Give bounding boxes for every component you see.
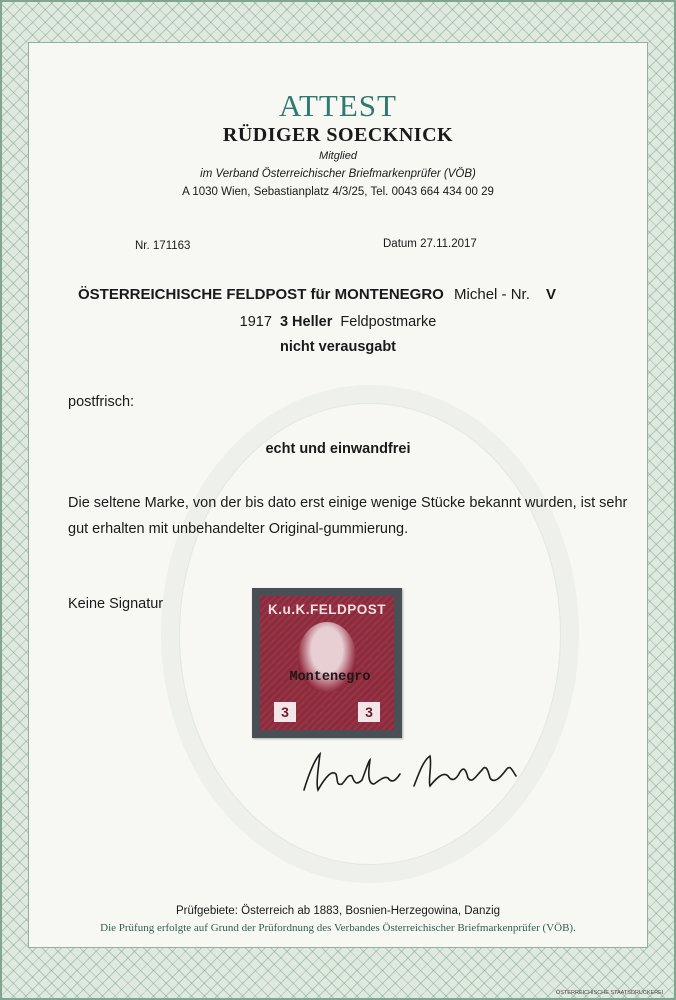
stamp-value-left: 3 xyxy=(274,702,296,722)
issue-title: ÖSTERREICHISCHE FELDPOST für MONTENEGRO xyxy=(78,286,444,303)
stamp-value-right: 3 xyxy=(358,702,380,722)
certificate-date xyxy=(383,238,477,250)
printer-note: ÖSTERREICHISCHE STAATSDRUCKEREI xyxy=(556,990,664,996)
denomination: 3 Heller xyxy=(279,314,333,330)
issue-year: 1917 xyxy=(239,314,272,330)
number-value: 171163 xyxy=(152,240,191,252)
certificate-number xyxy=(135,240,190,252)
issue-status: nicht verausgabt xyxy=(279,339,397,355)
stamp-image xyxy=(252,588,402,738)
association-name: im Verband Österreichischer Briefmarkenprüfer (VÖB) xyxy=(200,168,476,180)
stamp-overprint: Montenegro xyxy=(289,670,371,685)
stamp-heading xyxy=(78,286,556,303)
condition-label: postfrisch: xyxy=(68,394,135,410)
examination-areas: Prüfgebiete: Österreich ab 1883, Bosnien-Herzegowina, Danzig xyxy=(175,905,501,917)
examiner-address: A 1030 Wien, Sebastianplatz 4/3/25, Tel. 0043 664 434 00 29 xyxy=(182,186,494,198)
michel-number: V xyxy=(546,286,557,303)
date-value: 27.11.2017 xyxy=(420,238,477,250)
stamp-details xyxy=(0,314,676,330)
regulation-note: Die Prüfung erfolgte auf Grund der Prüfordnung des Verbandes Österreichischer Briefmarkenprüfer (VÖB). xyxy=(100,922,576,934)
description-text: Die seltene Marke, von der bis dato erst einige wenige Stücke bekannt wurden, ist sehr gut erhalten mit unbehandelter Original-gummierung. xyxy=(68,495,628,537)
stamp-face xyxy=(260,596,394,730)
stamp-top-text: K.u.K.FELDPOST xyxy=(268,602,386,617)
handwritten-signature xyxy=(296,740,526,800)
membership-label: Mitglied xyxy=(319,150,357,162)
examiner-name: RÜDIGER SOECKNICK xyxy=(222,124,454,146)
michel-label: Michel - Nr. xyxy=(454,286,530,303)
certificate-title: ATTEST xyxy=(279,88,397,123)
verdict: echt und einwandfrei xyxy=(265,441,411,457)
signature-note: Keine Signatur xyxy=(68,596,164,612)
date-label: Datum xyxy=(383,238,417,250)
stamp-type: Feldpostmarke xyxy=(340,314,437,330)
number-label: Nr. xyxy=(135,240,150,252)
